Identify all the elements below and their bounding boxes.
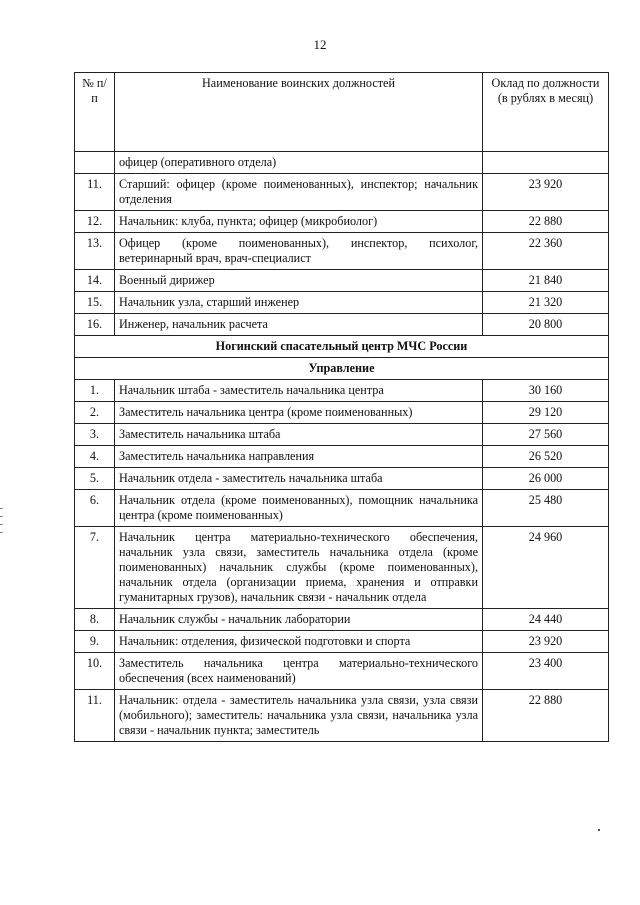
position-name: Начальник штаба - заместитель начальника центра xyxy=(115,380,483,402)
position-name: Заместитель начальника центра (кроме поименованных) xyxy=(115,402,483,424)
row-number: 2. xyxy=(75,402,115,424)
row-number: 11. xyxy=(75,174,115,211)
table-row xyxy=(75,174,609,211)
position-name: офицер (оперативного отдела) xyxy=(115,152,483,174)
position-name: Начальник отдела (кроме поименованных), помощник начальника центра (кроме поименованных) xyxy=(115,490,483,527)
row-number: 13. xyxy=(75,233,115,270)
table-row xyxy=(75,690,609,742)
table-row xyxy=(75,424,609,446)
salary-value: 20 800 xyxy=(483,314,609,336)
table-row xyxy=(75,380,609,402)
row-number: 3. xyxy=(75,424,115,446)
salary-value: 24 960 xyxy=(483,527,609,609)
table-row xyxy=(75,446,609,468)
position-name: Офицер (кроме поименованных), инспектор, психолог, ветеринарный врач, врач-специалист xyxy=(115,233,483,270)
position-name: Заместитель начальника центра материально-технического обеспечения (всех наименований) xyxy=(115,653,483,690)
table-row xyxy=(75,490,609,527)
header-salary: Оклад по должности (в рублях в месяц) xyxy=(483,73,609,152)
salary-value: 22 880 xyxy=(483,690,609,742)
scan-dot xyxy=(598,829,600,831)
row-number: 6. xyxy=(75,490,115,527)
position-name: Начальник: клуба, пункта; офицер (микробиолог) xyxy=(115,211,483,233)
margin-mark xyxy=(0,516,3,517)
row-number: 16. xyxy=(75,314,115,336)
position-name: Начальник службы - начальник лаборатории xyxy=(115,609,483,631)
section-title: Ногинский спасательный центр МЧС России xyxy=(75,336,609,358)
row-number: 4. xyxy=(75,446,115,468)
section-row xyxy=(75,358,609,380)
page-number: 12 xyxy=(313,37,327,52)
table-row xyxy=(75,270,609,292)
table-header-row xyxy=(75,73,609,152)
position-name: Начальник узла, старший инженер xyxy=(115,292,483,314)
salary-value: 21 320 xyxy=(483,292,609,314)
row-number: 1. xyxy=(75,380,115,402)
section-title: Управление xyxy=(75,358,609,380)
salary-value: 27 560 xyxy=(483,424,609,446)
position-name: Инженер, начальник расчета xyxy=(115,314,483,336)
row-number: 14. xyxy=(75,270,115,292)
salary-table xyxy=(74,72,609,742)
salary-value: 23 920 xyxy=(483,174,609,211)
row-number: 12. xyxy=(75,211,115,233)
row-number: 8. xyxy=(75,609,115,631)
position-name: Начальник центра материально-технического обеспечения, начальник узла связи, заместитель начальника отдела (кроме поименованных) начальник службы (кроме поименованных), начальник отдела (организации приема, хранения и отправки гуманитарных грузов), начальник связи - начальник отдела xyxy=(115,527,483,609)
table-row xyxy=(75,152,609,174)
table-row xyxy=(75,609,609,631)
table-row xyxy=(75,233,609,270)
position-name: Заместитель начальника направления xyxy=(115,446,483,468)
row-number: 10. xyxy=(75,653,115,690)
table-row xyxy=(75,653,609,690)
table-body xyxy=(75,152,609,742)
table-row xyxy=(75,631,609,653)
salary-value: 29 120 xyxy=(483,402,609,424)
margin-mark xyxy=(0,532,3,533)
row-number: 11. xyxy=(75,690,115,742)
salary-value: 25 480 xyxy=(483,490,609,527)
row-number xyxy=(75,152,115,174)
table-row xyxy=(75,314,609,336)
table-row xyxy=(75,527,609,609)
table-row xyxy=(75,402,609,424)
position-name: Начальник: отдела - заместитель начальника узла связи, узла связи (мобильного); заместитель: начальника узла связи, начальника узла связи - начальник пункта; заместитель xyxy=(115,690,483,742)
position-name: Начальник отдела - заместитель начальника штаба xyxy=(115,468,483,490)
header-name: Наименование воинских должностей xyxy=(115,73,483,152)
position-name: Военный дирижер xyxy=(115,270,483,292)
table-row xyxy=(75,211,609,233)
table-row xyxy=(75,468,609,490)
table-row xyxy=(75,292,609,314)
salary-value: 26 000 xyxy=(483,468,609,490)
salary-value: 21 840 xyxy=(483,270,609,292)
row-number: 15. xyxy=(75,292,115,314)
salary-value: 30 160 xyxy=(483,380,609,402)
salary-value: 24 440 xyxy=(483,609,609,631)
salary-value xyxy=(483,152,609,174)
section-row xyxy=(75,336,609,358)
salary-value: 26 520 xyxy=(483,446,609,468)
salary-value: 22 360 xyxy=(483,233,609,270)
row-number: 9. xyxy=(75,631,115,653)
position-name: Старший: офицер (кроме поименованных), инспектор; начальник отделения xyxy=(115,174,483,211)
margin-mark xyxy=(0,508,3,509)
position-name: Начальник: отделения, физической подготовки и спорта xyxy=(115,631,483,653)
salary-value: 23 920 xyxy=(483,631,609,653)
row-number: 7. xyxy=(75,527,115,609)
salary-value: 22 880 xyxy=(483,211,609,233)
header-num: № п/п xyxy=(75,73,115,152)
salary-value: 23 400 xyxy=(483,653,609,690)
position-name: Заместитель начальника штаба xyxy=(115,424,483,446)
margin-mark xyxy=(0,524,3,525)
row-number: 5. xyxy=(75,468,115,490)
